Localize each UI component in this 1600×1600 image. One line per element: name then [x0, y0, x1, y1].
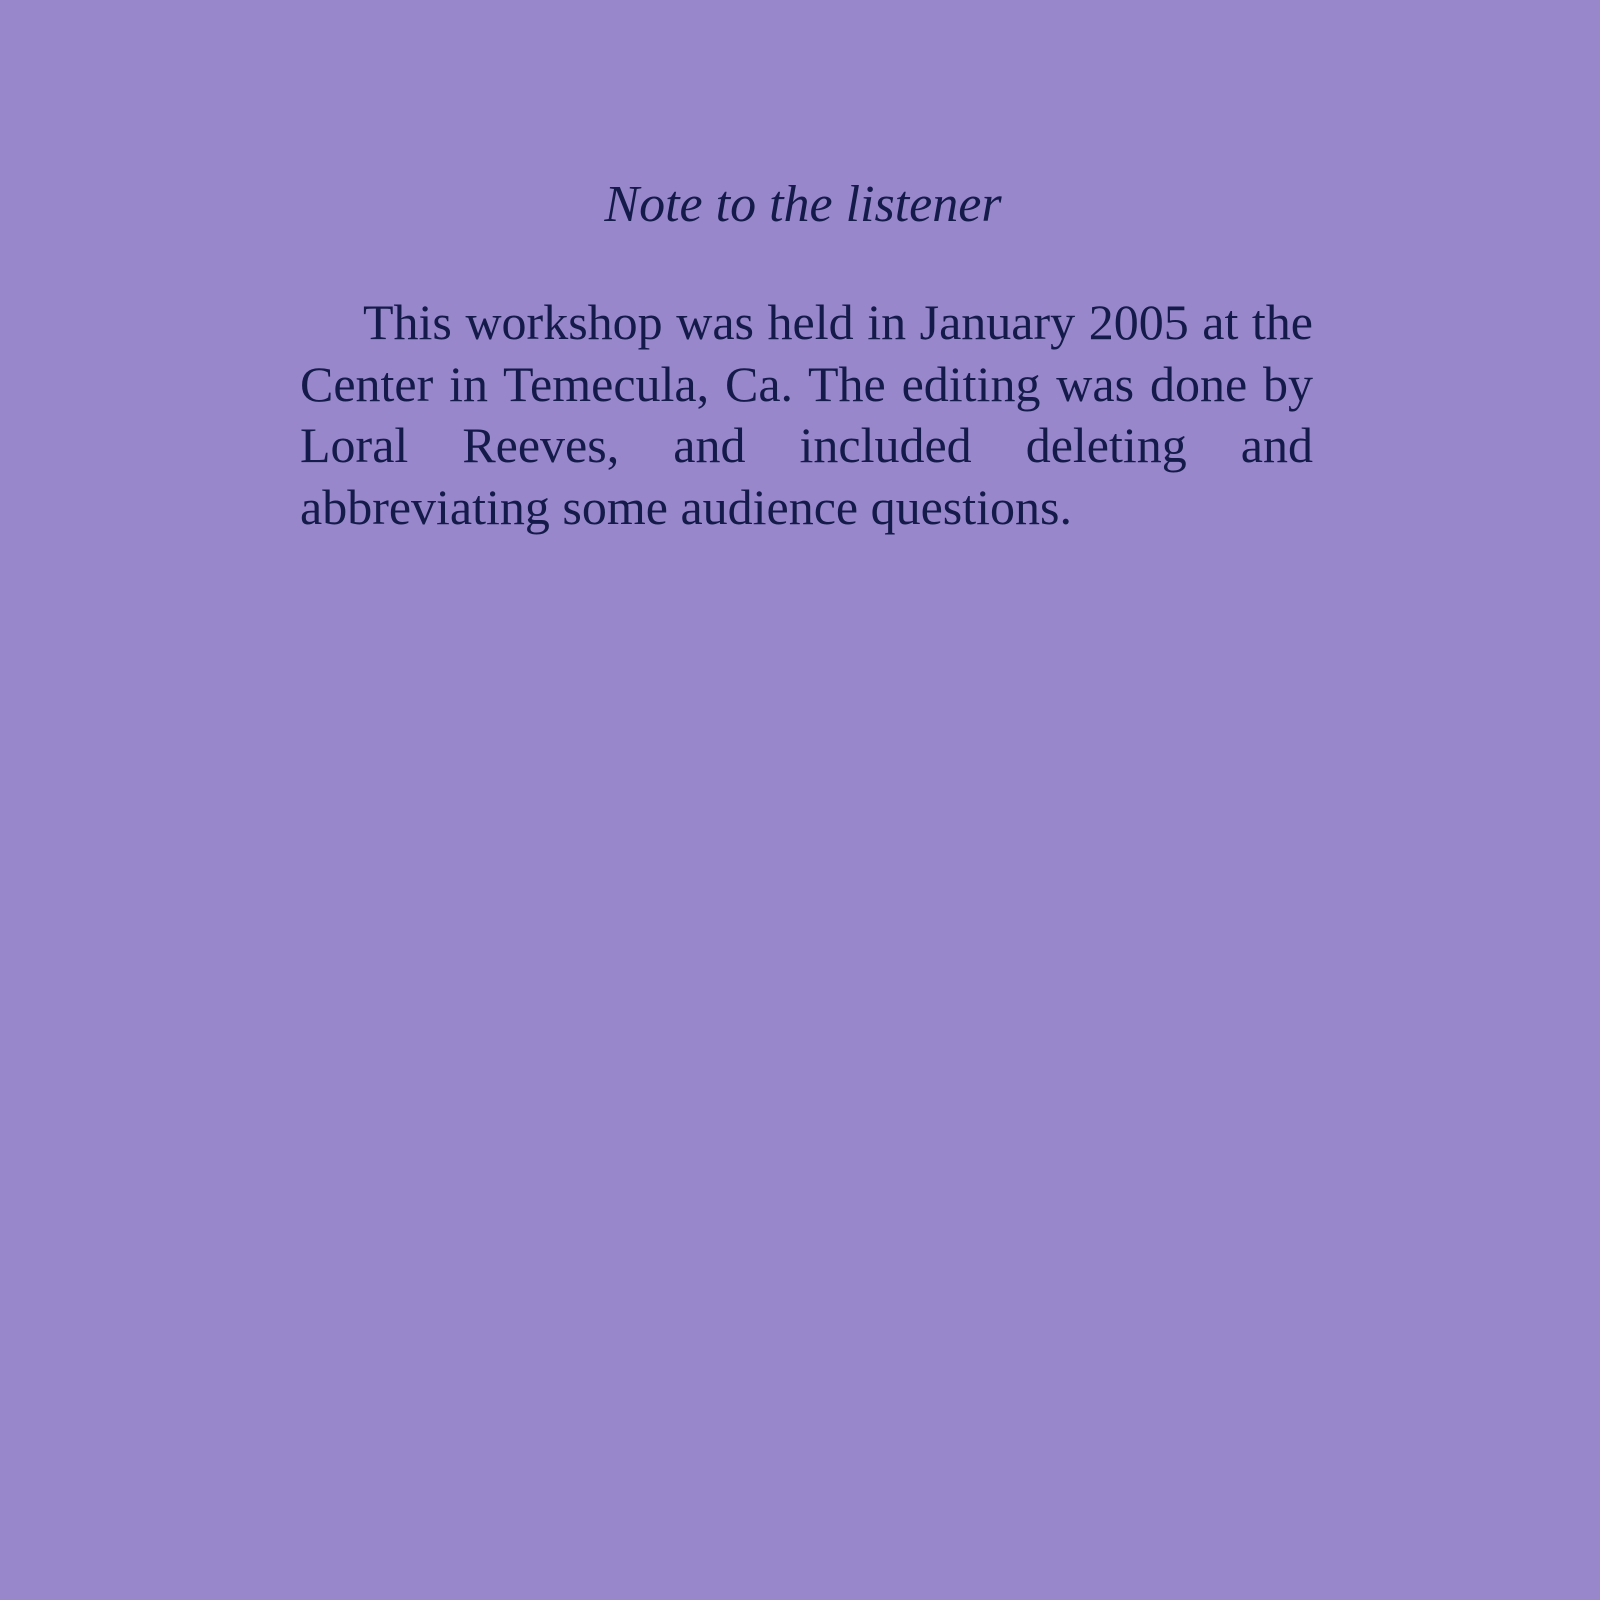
note-title: Note to the listener — [604, 176, 1002, 233]
note-body-paragraph: This workshop was held in January 2005 at the Center in Temecula, Ca. The editing was done by Loral Reeves, and included deleting and abbreviating some audience questions. — [300, 294, 1313, 535]
